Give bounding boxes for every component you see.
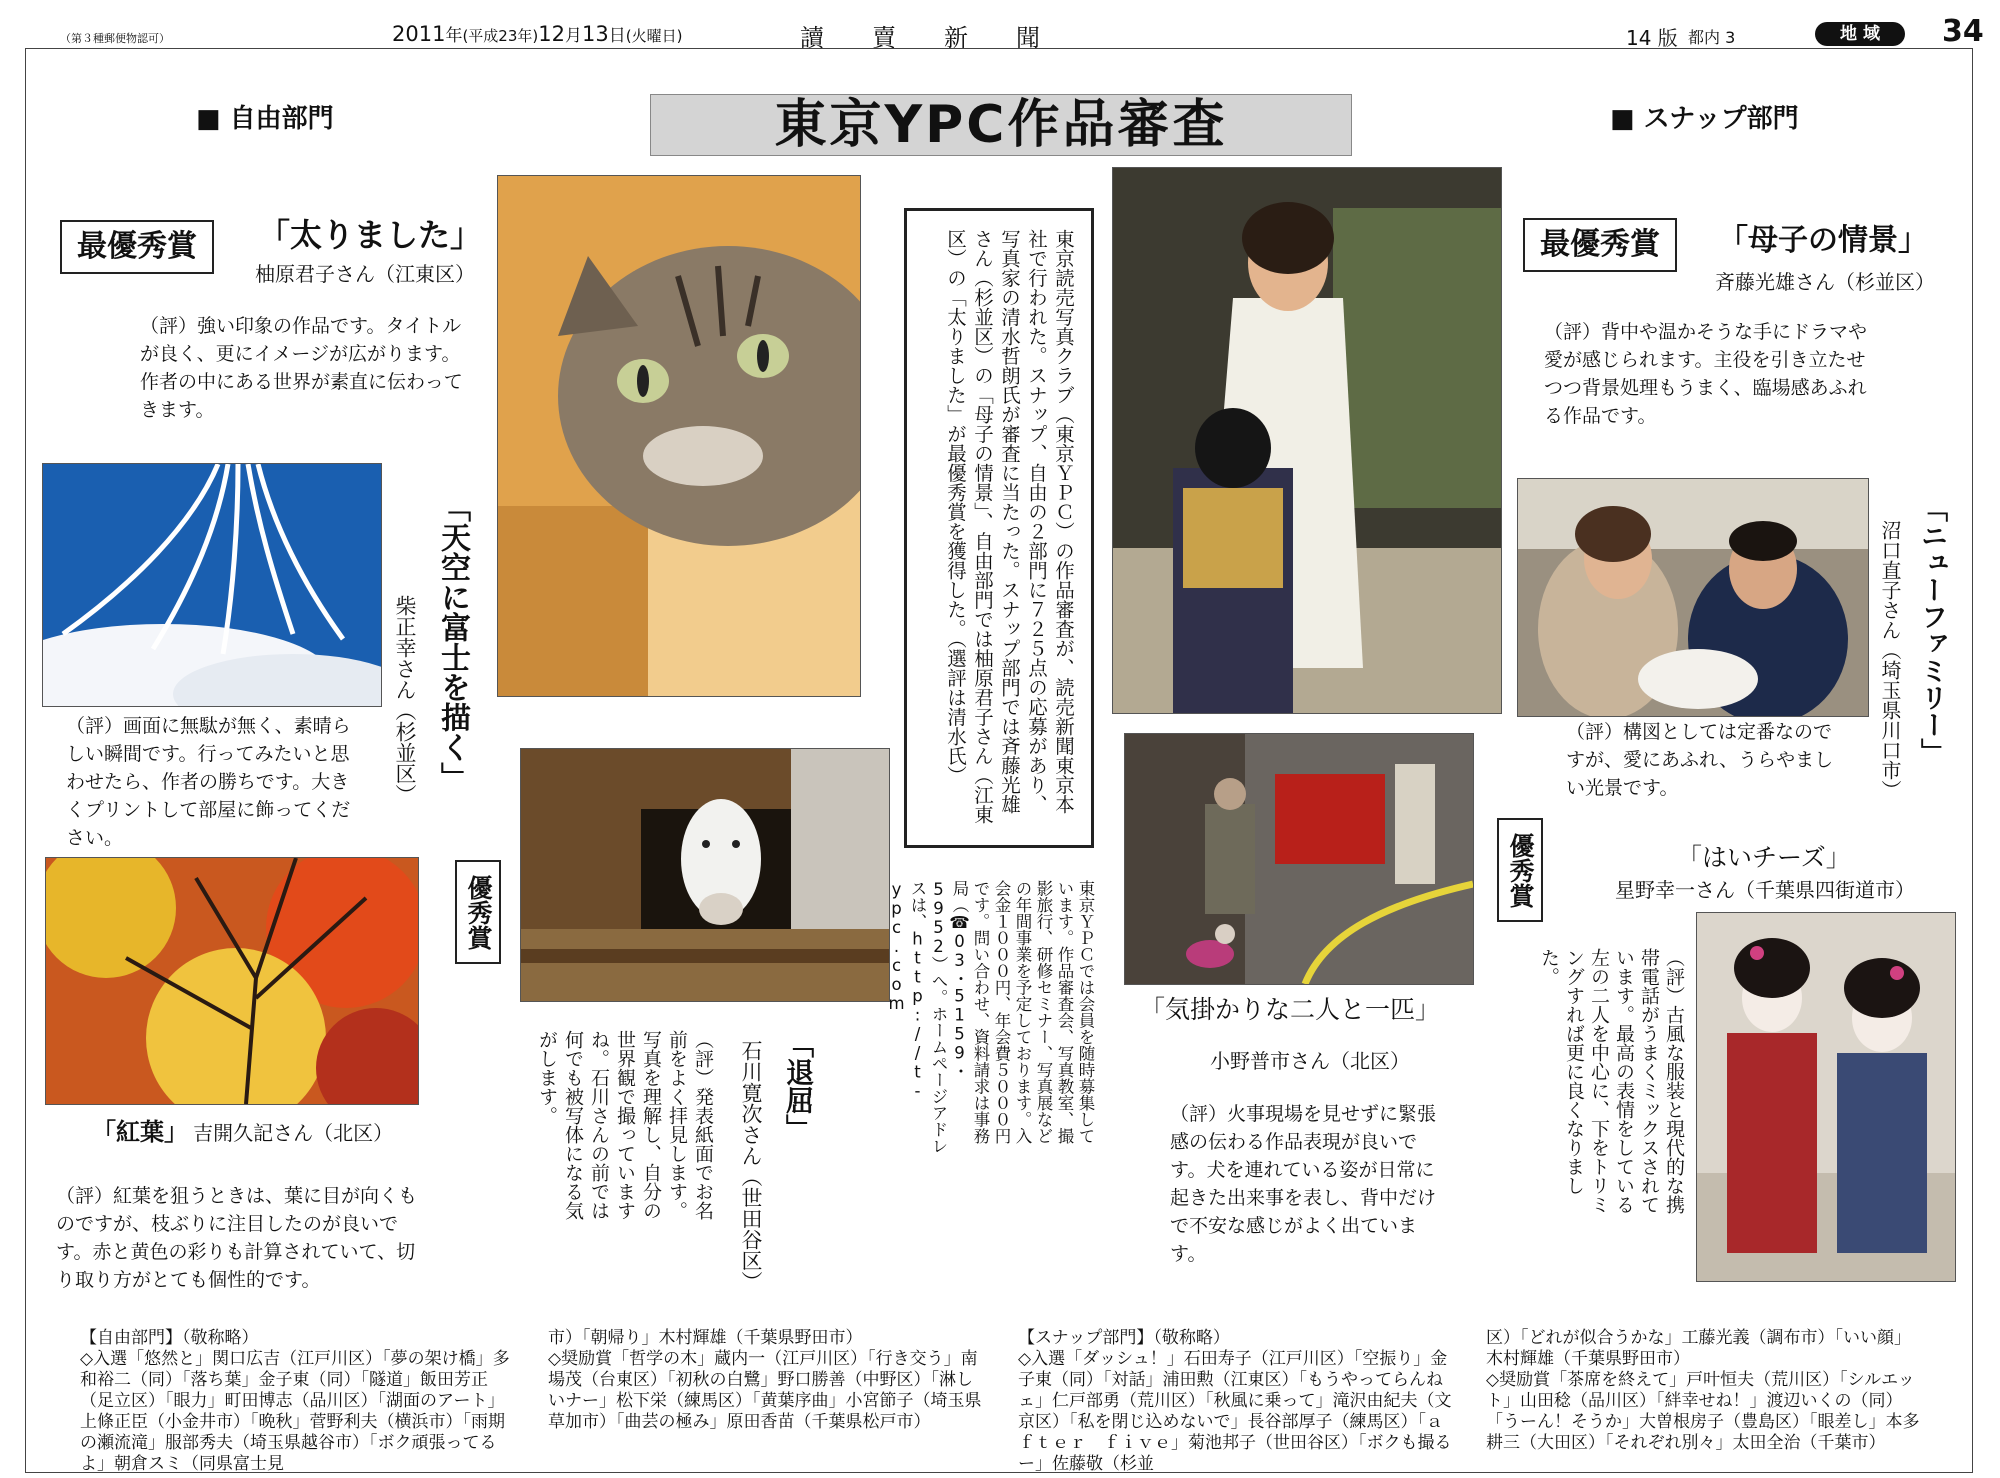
results-snap-col1: 【スナップ部門】（敬称略） ◇入選「ダッシュ！」石田寿子（江戸川区）「空振り」金子東（同）「対話」浦田勲（江東区）「もうやってらんねェ」仁戸部勇（荒川区）「秋風に乗って」滝沢由紀夫（文京区）「私を閉じ込めないで」長谷部厚子（練馬区）「ａｆｔｅｒ ｆｉｖｅ」菊池邦子（世田谷区）「ボクも撮るー」佐藤敬（杉並 bbox=[1018, 1328, 1452, 1474]
section-badge: 地 域 bbox=[1815, 22, 1905, 46]
award-badge-free-second: 優秀賞 bbox=[455, 860, 501, 964]
photo-geisha bbox=[1696, 912, 1956, 1282]
snap-dog-author: 小野普市さん（北区） bbox=[1210, 1049, 1410, 1073]
free-leaves-comment: （評）紅葉を狙うときは、葉に目が向くものですが、枝ぶりに注目したのが良いです。赤と黄色の彩りも計算されていて、切り取り方がとても個性的です。 bbox=[56, 1185, 418, 1291]
membership-notice: 東京ＹＰＣでは会員を随時募集しています。作品審査会、写真教室、撮影旅行、研修セミナー、写真展などの年間事業を予定しております。入会金１０００円、年会費５０００円です。問い合わせ、資料請求は事務局（☎03・5159・5952）へ。ホームページアドレスは、http://t-ypc.com bbox=[887, 880, 1095, 1154]
page-number: 34 bbox=[1942, 14, 1984, 49]
edition: 14 版 bbox=[1626, 26, 1678, 50]
photo-autumn-leaves bbox=[45, 857, 419, 1105]
photo-new-family bbox=[1517, 478, 1869, 717]
snap-dog-comment: （評）火事現場を見せずに緊張感の伝わる作品表現が良いです。犬を連れている姿が日常に起きた出来事を表し、背中だけで不安な感じがよく出ています。 bbox=[1170, 1103, 1437, 1265]
award-badge-snap-top: 最優秀賞 bbox=[1523, 218, 1677, 272]
edition-area: 都内 3 bbox=[1688, 28, 1736, 47]
photo-dog-fire-scene bbox=[1124, 733, 1474, 985]
section-free-heading: ■ 自由部門 bbox=[196, 104, 334, 134]
date-year-unit: 年 bbox=[445, 26, 463, 46]
date-year: 2011 bbox=[392, 22, 446, 46]
date-day-unit: 日 bbox=[608, 26, 626, 46]
free-goat-title: 「退屈」 bbox=[782, 1030, 815, 1142]
snap-cheese-comment: （評）古風な服装と現代的な携帯電話がうまくミックスされています。最高の表情をしている左の二人を中心に、下をトリミングすれば更に良くなりました。 bbox=[1538, 948, 1685, 1214]
free-leaves-caption bbox=[92, 1112, 393, 1147]
free-sky-comment: （評）画面に無駄が無く、素晴らしい瞬間です。行ってみたいと思わせたら、作者の勝ちです。大きくプリントして部屋に飾ってください。 bbox=[66, 715, 351, 849]
award-badge-snap-second: 優秀賞 bbox=[1497, 818, 1543, 922]
intro-box: 東京読売写真クラブ（東京ＹＰＣ）の作品審査が、読売新聞東京本社で行われた。スナップ、自由の２部門に７２５点の応募があり、写真家の清水哲朗氏が審査に当たった。スナップ部門では斉藤光雄さん（杉並区）の「母子の情景」、自由部門では柚原君子さん（江東区）の「太りました」が最優秀賞を獲得した。（選評は清水氏） bbox=[904, 208, 1094, 848]
postal-permit: （第３種郵便物認可） bbox=[60, 32, 170, 45]
snap-dog-title: 「気掛かりな二人と一匹」 bbox=[1140, 995, 1441, 1024]
free-top-comment: （評）強い印象の作品です。タイトルが良く、更にイメージが広がります。作者の中にある世界が素直に伝わってきます。 bbox=[140, 315, 463, 421]
photo-sky bbox=[42, 463, 382, 707]
free-leaves-title: 「紅葉」 bbox=[92, 1117, 188, 1146]
photo-goat bbox=[520, 748, 890, 1002]
snap-cheese-title: 「はいチーズ」 bbox=[1677, 843, 1851, 872]
free-sky-author: 柴正幸さん（杉並区） bbox=[393, 595, 417, 805]
issue-date bbox=[392, 21, 682, 46]
free-top-title: 「太りました」 bbox=[258, 216, 483, 254]
results-free-col1: 【自由部門】（敬称略） ◇入選「悠然と」関口広吉（江戸川区）「夢の架け橋」多和裕二（同）「落ち葉」金子東（同）「隧道」飯田芳正（足立区）「眼力」町田博志（品川区）「湖面のアート」上條正臣（小金井市）「晩秋」菅野利夫（横浜市）「雨期の瀬流滝」服部秀夫（埼玉県越谷市）「ボク頑張ってるよ」朝倉スミ（同県富士見 bbox=[80, 1328, 510, 1474]
results-free-col2: 市）「朝帰り」木村輝雄（千葉県野田市） ◇奨励賞「哲学の木」蔵内一（江戸川区）「行き交う」南場茂（台東区）「初秋の白鷺」野口勝善（中野区）「淋しいナー」松下栄（練馬区）「黄葉序曲」小宮節子（埼玉県草加市）「曲芸の極み」原田香苗（千葉県松戸市） bbox=[548, 1328, 982, 1432]
section-snap-heading: ■ スナップ部門 bbox=[1610, 104, 1799, 134]
snap-family-comment: （評）構図としては定番なのですが、愛にあふれ、うらやましい光景です。 bbox=[1566, 721, 1834, 799]
results-snap-col2: 区）「どれが似合うかな」工藤光義（調布市）「いい顔」木村輝雄（千葉県野田市） ◇奨励賞「茶席を終えて」戸叶恒夫（荒川区）「シルエット」山田稔（品川区）「絆幸せね！」渡辺いくの（同）「うーん！そうか」大曽根房子（豊島区）「眼差し」本多耕三（大田区）「それぞれ別々」太田全治（千葉市） bbox=[1486, 1328, 1920, 1453]
date-month-unit: 月 bbox=[564, 26, 582, 46]
free-sky-title: 「天空に富士を描く」 bbox=[435, 492, 470, 792]
award-badge-free-top: 最優秀賞 bbox=[60, 220, 214, 274]
date-month: 12 bbox=[538, 22, 565, 46]
snap-family-author: 沼口直子さん（埼玉県川口市） bbox=[1878, 520, 1902, 800]
photo-cat bbox=[497, 175, 861, 697]
newspaper-name: 讀 賣 新 聞 bbox=[800, 24, 1052, 52]
date-weekday: (火曜日) bbox=[625, 27, 683, 45]
page-title: 東京YPC作品審査 bbox=[650, 94, 1352, 156]
snap-cheese-author: 星野幸一さん（千葉県四街道市） bbox=[1615, 878, 1915, 902]
free-goat-author: 石川寛次さん（世田谷区） bbox=[739, 1040, 763, 1292]
snap-top-title: 「母子の情景」 bbox=[1718, 223, 1928, 258]
snap-top-comment: （評）背中や温かそうな手にドラマや愛が感じられます。主役を引き立たせつつ背景処理もうまく、臨場感あふれる作品です。 bbox=[1544, 321, 1868, 427]
snap-family-title: 「ニューファミリー」 bbox=[1916, 495, 1947, 765]
free-goat-comment: （評）発表紙面でお名前をよく拝見します。写真を理解し、自分の世界観で撮っていますね。石川さんの前では何でも被写体になる気がします。 bbox=[536, 1030, 714, 1220]
date-day: 13 bbox=[581, 22, 609, 46]
free-leaves-author: 吉開久記さん（北区） bbox=[193, 1121, 394, 1145]
photo-mother-child bbox=[1112, 167, 1502, 714]
date-era: (平成23年) bbox=[462, 27, 539, 45]
free-top-author: 柚原君子さん（江東区） bbox=[255, 262, 475, 286]
snap-top-author: 斉藤光雄さん（杉並区） bbox=[1715, 270, 1935, 294]
